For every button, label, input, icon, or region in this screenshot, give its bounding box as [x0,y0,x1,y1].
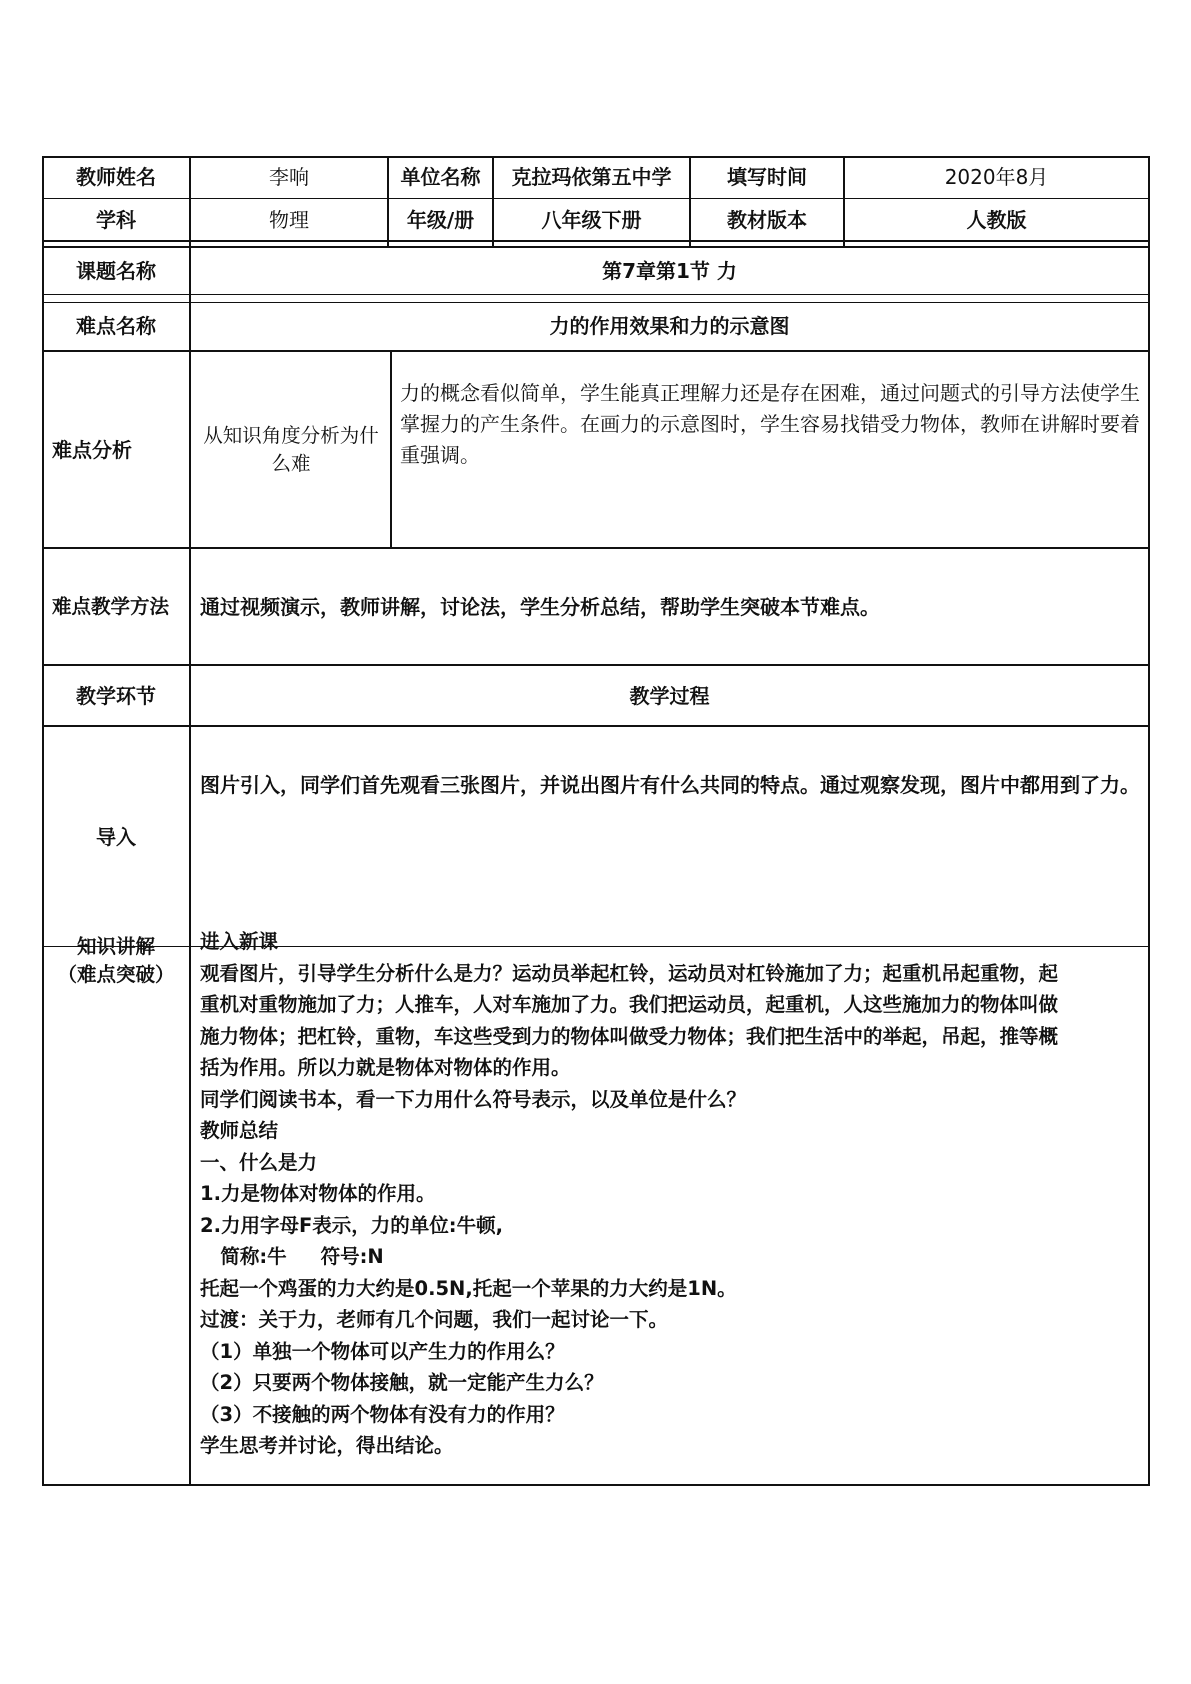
fill-date-label: 填写时间 [727,165,807,189]
intro-label: 导入 [96,824,136,849]
intro-text: 图片引入，同学们首先观看三张图片，并说出图片有什么共同的特点。通过观察发现，图片中都用到了力。 [200,773,1140,797]
fill-date-value: 2020年8月 [944,165,1049,189]
knowledge-line: （3）不接触的两个物体有没有力的作用？ [200,1402,565,1426]
knowledge-line: （1）单独一个物体可以产生力的作用么？ [200,1339,565,1363]
knowledge-line: 一、什么是力 [200,1150,318,1174]
process-stage-label: 教学环节 [76,683,156,708]
unit-name-value: 克拉玛依第五中学 [511,165,672,189]
analysis-label: 难点分析 [52,437,132,462]
knowledge-label [42,933,190,989]
edition-value: 人教版 [966,207,1027,232]
knowledge-line: 过渡：关于力，老师有几个问题，我们一起讨论一下。 [200,1308,669,1331]
unit-name-label: 单位名称 [400,165,481,189]
knowledge-line: 进入新课 [200,930,279,953]
table-rule [42,294,1150,295]
process-header-value: 教学过程 [629,683,710,708]
edition-label: 教材版本 [727,207,807,232]
knowledge-label-line1: 知识讲解 [76,935,155,958]
table-border-bottom [42,1484,1150,1486]
knowledge-line: 观看图片，引导学生分析什么是力？运动员举起杠铃，运动员对杠铃施加了力；起重机吊起重物，起 [200,961,1059,985]
teacher-name-label: 教师姓名 [76,165,156,189]
difficulty-value: 力的作用效果和力的示意图 [549,314,790,338]
knowledge-line: 括为作用。所以力就是物体对物体的作用。 [200,1056,571,1079]
knowledge-body [200,926,1142,1462]
knowledge-label-line2: （难点突破） [57,963,175,986]
subject-label: 学科 [96,207,136,232]
method-text: 通过视频演示，教师讲解，讨论法，学生分析总结，帮助学生突破本节难点。 [200,594,880,619]
knowledge-line: 托起一个鸡蛋的力大约是0.5N,托起一个苹果的力大约是1N。 [200,1276,737,1300]
knowledge-line: 2.力用字母F表示，力的单位:牛顿, [200,1213,504,1237]
table-border-right [1148,156,1150,1486]
knowledge-line: 学生思考并讨论，得出结论。 [200,1434,454,1457]
knowledge-line: 同学们阅读书本，看一下力用什么符号表示，以及单位是什么？ [200,1087,747,1111]
grade-label: 年级/册 [406,207,475,232]
method-label: 难点教学方法 [52,594,170,618]
knowledge-line: 1.力是物体对物体的作用。 [200,1182,436,1205]
table-rule [390,351,392,548]
analysis-sub-label: 从知识角度分析为什么难 [203,423,379,475]
analysis-text: 力的概念看似简单，学生能真正理解力还是存在困难，通过问题式的引导方法使学生掌握力的产生条件。在画力的示意图时，学生容易找错受力物体，教师在讲解时要着重强调。 [400,381,1140,467]
knowledge-line: 施力物体；把杠铃，重物，车这些受到力的物体叫做受力物体；我们把生活中的举起，吊起，推等概 [200,1024,1059,1048]
subject-value: 物理 [269,207,309,232]
knowledge-line: 教师总结 [200,1119,279,1142]
topic-value: 第7章第1节 力 [602,258,737,283]
grade-value: 八年级下册 [541,207,642,232]
topic-label: 课题名称 [76,258,156,283]
knowledge-line: 重机对重物施加了力；人推车，人对车施加了力。我们把运动员，起重机，人这些施加力的物体叫做 [200,993,1059,1016]
knowledge-line: （2）只要两个物体接触，就一定能产生力么？ [200,1371,604,1394]
teacher-name-value: 李响 [269,165,309,189]
knowledge-line: 简称:牛 符号:N [200,1245,384,1268]
difficulty-label: 难点名称 [76,314,156,338]
